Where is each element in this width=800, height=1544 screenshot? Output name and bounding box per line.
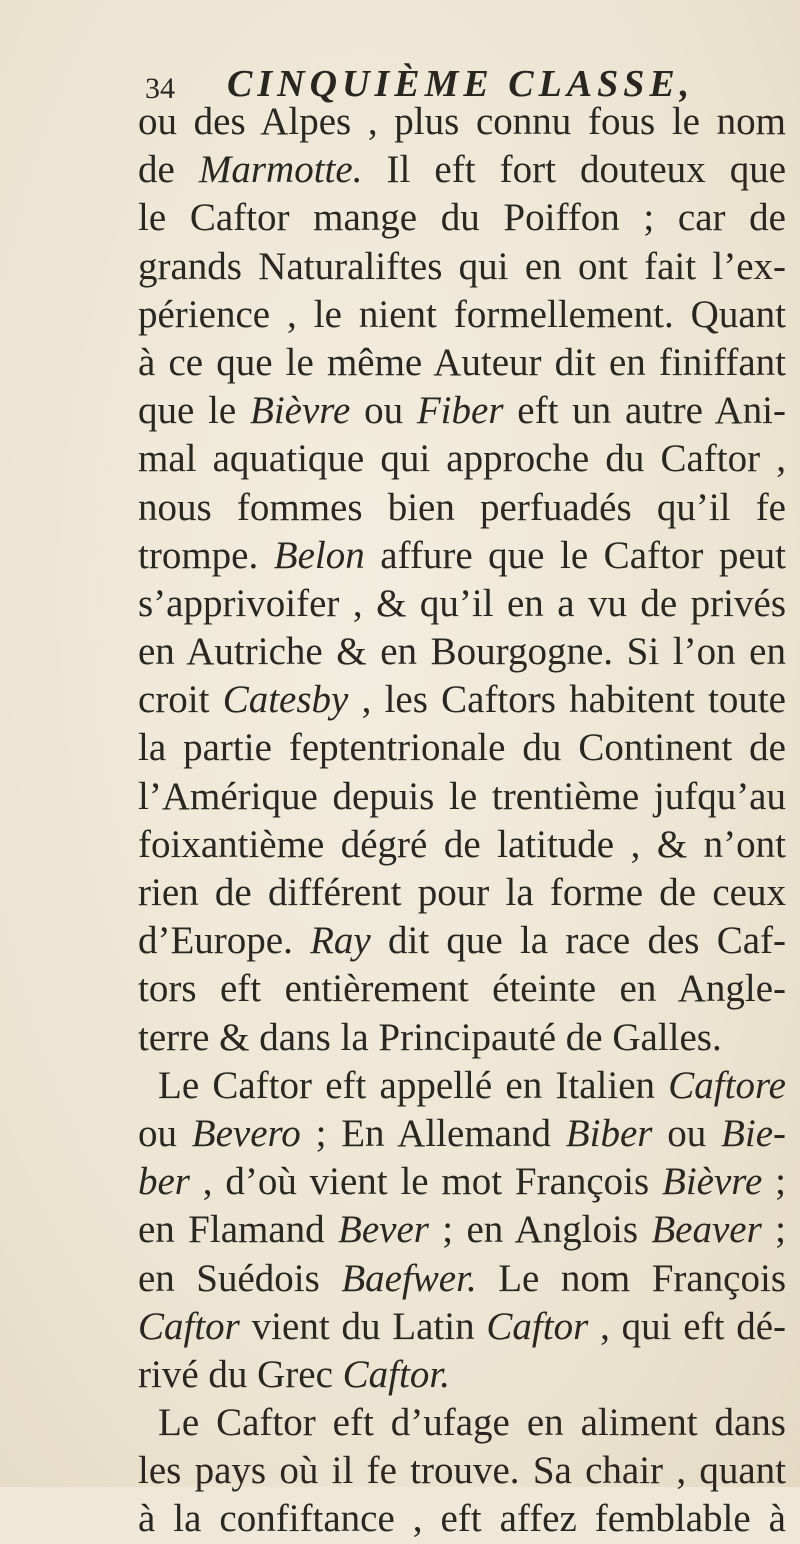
text-segment: à la confiftance , eft affez femblable à [138,1497,786,1541]
text-line [138,532,786,580]
text-segment: périence , le nient formellement. Quant [138,292,786,336]
text-segment: Le nom François [476,1256,786,1300]
text-line [138,917,786,965]
text-segment: Le Caftor eft appellé en Italien [158,1063,669,1107]
text-line [138,339,786,387]
text-segment: ou [652,1111,722,1155]
text-segment: que le [138,389,250,433]
text-line [138,724,786,772]
text-line [138,1303,786,1351]
text-segment: rivé du Grec [138,1352,343,1396]
text-segment: , qui eft dé- [588,1304,786,1348]
text-line [138,869,786,917]
text-line [138,387,786,435]
italic-segment: Ray [310,919,371,963]
text-line [138,1447,786,1495]
italic-segment: Caftor [486,1304,589,1348]
text-line [138,146,786,194]
text-segment: ou [350,389,417,433]
italic-segment: Belon [273,533,365,577]
text-segment: , les Caftors habitent toute [348,678,786,722]
text-segment: nous fommes bien perfuadés qu’il fe [138,485,786,529]
text-line [138,821,786,869]
text-line [138,98,786,146]
text-line [138,435,786,483]
text-segment: en Flamand [138,1208,338,1252]
text-segment: , d’où vient le mot François [190,1160,663,1204]
text-line [138,1399,786,1447]
text-segment: mal aquatique qui approche du Caftor , [138,437,786,481]
text-segment: ; en Anglois [428,1208,652,1252]
text-line [138,1158,786,1206]
text-segment: ou [138,1111,192,1155]
text-segment: eft un autre Ani- [503,389,786,433]
text-segment: Il eft fort douteux que [362,148,786,192]
text-line [138,628,786,676]
text-segment: foixantième dégré de latitude , & n’ont [138,822,786,866]
text-line [138,194,786,242]
text-line [138,1495,786,1543]
body-text [138,98,788,1544]
running-head: CINQUIÈME CLASSE, [227,63,695,105]
text-segment: tors eft entièrement éteinte en Angle- [138,967,786,1011]
italic-segment: Bie- [721,1111,786,1155]
text-segment: Le Caftor eft d’ufage en aliment dans [158,1401,786,1445]
text-line [138,1062,786,1110]
text-segment: de [138,148,199,192]
text-line [138,965,786,1013]
text-segment: ; En Allemand [300,1111,566,1155]
text-line [138,1014,786,1062]
text-segment: la partie feptentrionale du Continent de [138,726,786,770]
text-line [138,243,786,291]
text-segment: rien de différent pour la forme de ceux [138,871,786,914]
text-segment: l’Amérique depuis le trentième jufqu’au [138,774,786,818]
text-segment: d’Europe. [138,919,311,963]
italic-segment: ber [138,1160,190,1204]
text-line [138,291,786,339]
text-segment: les pays où il fe trouve. Sa chair , quant [138,1449,786,1493]
text-line [138,580,786,628]
text-segment: trompe. [138,533,274,577]
text-segment: en Autriche & en Bourgogne. Si l’on en [138,630,786,674]
text-segment: ou des Alpes , plus connu fous le nom [138,100,786,143]
text-segment: affure que le Caftor peut [364,533,786,577]
text-line [138,484,786,532]
italic-segment: Bevero [191,1111,301,1155]
text-segment: ; [762,1160,786,1204]
text-segment: dit que la race des Caf- [370,919,786,963]
italic-segment: Bever [338,1208,429,1252]
italic-segment: Beaver [651,1208,762,1252]
text-segment: vient du Latin [239,1304,487,1348]
text-segment: croit [138,678,223,722]
text-line [138,1206,786,1254]
text-segment: à ce que le même Auteur dit en finiffant [138,340,786,384]
text-line [138,1110,786,1158]
text-segment: en Suédois [138,1256,342,1300]
italic-segment: Fiber [416,389,504,433]
text-segment: ; [761,1208,786,1252]
text-line [138,1351,786,1399]
text-line [138,676,786,724]
page-number: 34 [145,72,175,105]
text-segment: le Caftor mange du Poiffon ; car de [138,196,786,240]
italic-segment: Biber [565,1111,653,1155]
italic-segment: Bièvre [250,389,351,433]
text-line [138,1255,786,1303]
text-line [138,773,786,821]
italic-segment: Caftor [138,1304,240,1348]
text-segment: grands Naturaliftes qui en ont fait l’ex- [138,244,786,288]
text-segment: terre & dans la Principauté de Galles. [138,1015,722,1059]
italic-segment: Bièvre [662,1160,763,1204]
italic-segment: Baefwer. [341,1256,477,1300]
italic-segment: Marmotte. [198,148,363,192]
italic-segment: Catesby [222,678,349,722]
text-segment: s’apprivoifer , & qu’il en a vu de privés [138,581,786,625]
italic-segment: Caftore [668,1063,786,1107]
italic-segment: Caftor. [342,1352,450,1396]
